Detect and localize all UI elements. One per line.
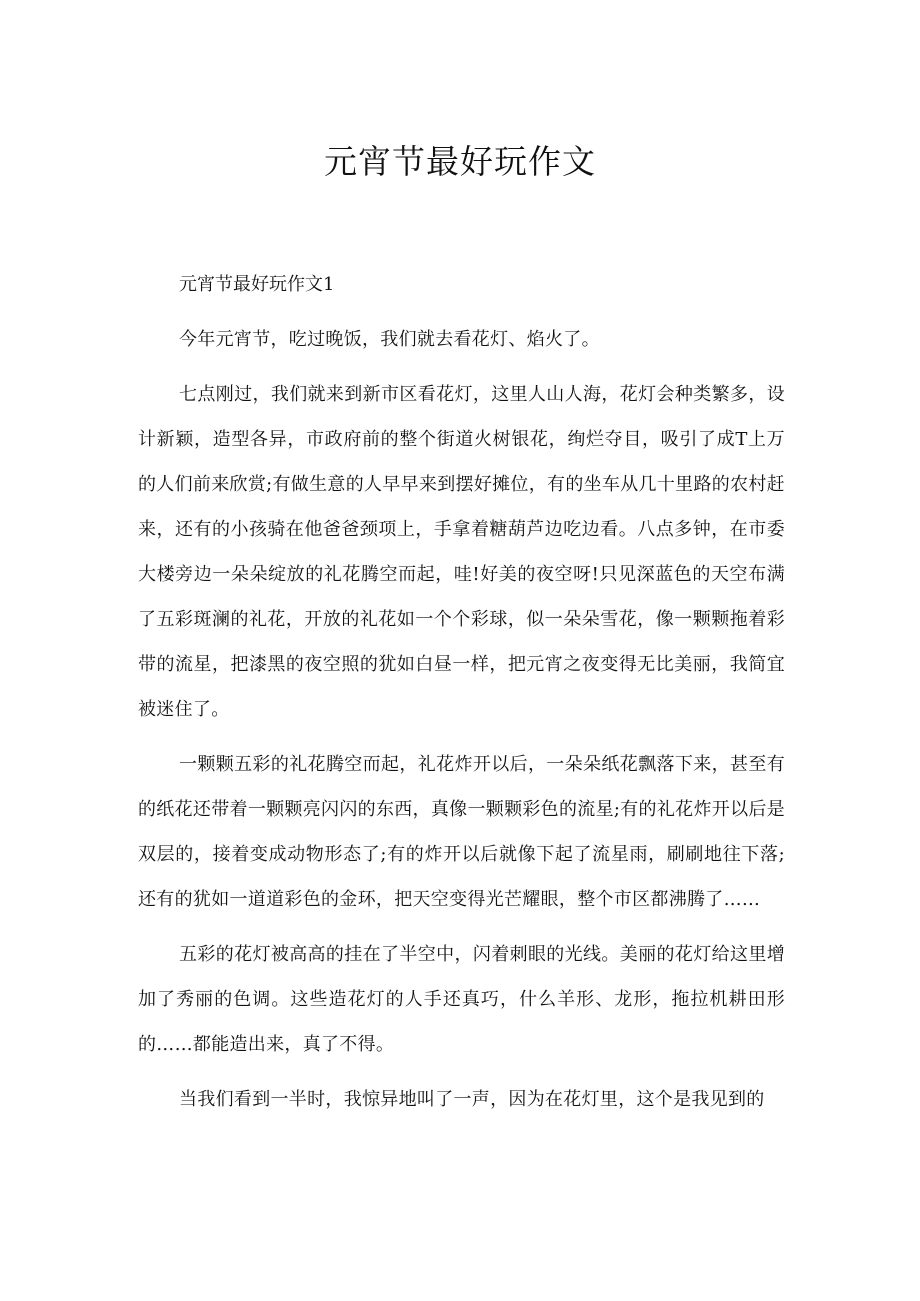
- paragraph-2: 七点刚过，我们就来到新市区看花灯，这里人山人海，花灯会种类繁多，设计新颖，造型各异，市政府前的整个街道火树银花，绚烂夺目，吸引了成T上万的人们前来欣赏;有做生意的人早早来到摆好摊位，有的坐车从几十里路的农村赶来，还有的小孩骑在他爸爸颈项上，手拿着糖葫芦边吃边看。八点多钟，在市委大楼旁边一朵朵绽放的礼花腾空而起，哇!好美的夜空呀!只见深蓝色的天空布满了五彩斑澜的礼花，开放的礼花如一个个彩球，似一朵朵雪花，像一颗颗拖着彩带的流星，把漆黑的夜空照的犹如白昼一样，把元宵之夜变得无比美丽，我简宜被迷住了。: [138, 384, 785, 720]
- document-body: [138, 268, 785, 1122]
- paragraph-3: 一颗颗五彩的礼花腾空而起，礼花炸开以后，一朵朵纸花飘落下来，甚至有的纸花还带着一颗颗亮闪闪的东西，真像一颗颗彩色的流星;有的礼花炸开以后是双层的，接着变成动物形态了;有的炸开以后就像下起了流星雨，刷刷地往下落;还有的犹如一道道彩色的金环，把天空变得光芒耀眼，整个市区都沸腾了……: [138, 754, 785, 910]
- paragraph-1: 今年元宵节，吃过晚饭，我们就去看花灯、焰火了。: [179, 329, 600, 350]
- paragraph-5: 当我们看到一半时，我惊异地叫了一声，因为在花灯里，这个是我见到的: [179, 1089, 765, 1110]
- document-title: 元宵节最好玩作文: [324, 142, 596, 181]
- section-subtitle: 元宵节最好玩作文1: [179, 274, 335, 295]
- paragraph-4: 五彩的花灯被高高的挂在了半空中，闪着刺眼的光线。美丽的花灯给这里增加了秀丽的色调。这些造花灯的人手还真巧，什么羊形、龙形，拖拉机耕田形的……都能造出来，真了不得。: [138, 944, 785, 1055]
